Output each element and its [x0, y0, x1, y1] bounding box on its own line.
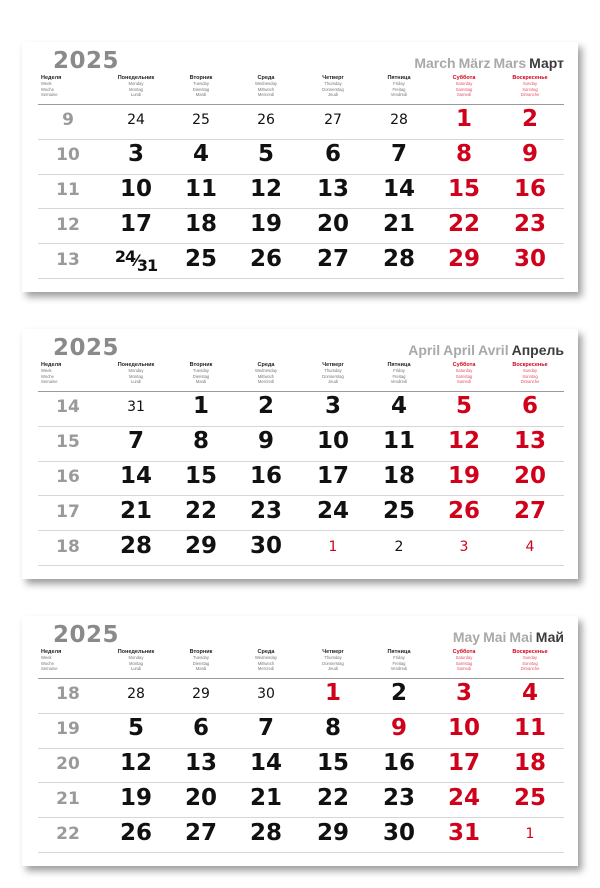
- row-divider: [38, 391, 564, 392]
- day-cell[interactable]: 25: [184, 246, 217, 272]
- row-divider: [38, 530, 564, 531]
- header-text: Dienstag: [192, 373, 210, 379]
- header-text: Montag: [129, 86, 143, 92]
- header-text: Week: [41, 81, 52, 87]
- header-text: Donnerstag: [322, 373, 344, 379]
- header-text: Samstag: [455, 373, 473, 379]
- day-cell[interactable]: 16: [249, 463, 282, 489]
- month-panel: [22, 42, 578, 292]
- header-text: Jeudi: [327, 378, 338, 384]
- header-text: Воскресенье: [512, 649, 548, 655]
- day-cell[interactable]: 4: [521, 680, 538, 706]
- header-text: Вторник: [189, 362, 213, 368]
- header-text: Mittwoch: [257, 373, 275, 379]
- week-number: 14: [56, 397, 80, 417]
- day-cell[interactable]: 18: [513, 750, 546, 776]
- header-text: Суббота: [452, 649, 476, 655]
- day-cell[interactable]: 28: [119, 533, 152, 559]
- month-name: Mai: [509, 629, 533, 645]
- day-cell[interactable]: 18: [184, 211, 217, 237]
- day-cell[interactable]: 30: [257, 686, 275, 702]
- day-cell[interactable]: 17: [447, 750, 480, 776]
- day-cell[interactable]: 3: [127, 141, 144, 167]
- header-text: Mardi: [195, 378, 207, 384]
- day-cell[interactable]: 22: [316, 785, 349, 811]
- week-number: 18: [56, 537, 80, 557]
- day-cell[interactable]: 13: [184, 750, 217, 776]
- header-text: Mercredi: [257, 665, 275, 671]
- day-cell[interactable]: 8: [455, 141, 472, 167]
- day-header: [231, 363, 301, 384]
- day-header: [166, 76, 236, 97]
- day-cell[interactable]: 1: [328, 539, 338, 555]
- header-text: Sonntag: [522, 86, 538, 92]
- day-cell[interactable]: 8: [324, 715, 341, 741]
- header-text: Saturday: [455, 655, 473, 661]
- day-cell[interactable]: 7: [127, 428, 144, 454]
- header-text: Среда: [257, 75, 275, 81]
- header-text: Пятница: [387, 362, 411, 368]
- header-text: Samedi: [456, 665, 472, 671]
- month-name: Март: [529, 55, 564, 71]
- week-number: 15: [56, 432, 80, 452]
- day-cell[interactable]: 20: [513, 463, 546, 489]
- day-cell[interactable]: 24: [447, 785, 480, 811]
- header-text: Woche: [41, 660, 54, 666]
- row-divider: [38, 139, 564, 140]
- day-cell[interactable]: 24: [316, 498, 349, 524]
- header-text: Friday: [393, 655, 405, 661]
- day-cell[interactable]: 9: [521, 141, 538, 167]
- day-cell[interactable]: 4: [192, 141, 209, 167]
- day-cell[interactable]: 7: [257, 715, 274, 741]
- month-panel: [22, 329, 578, 579]
- day-cell[interactable]: 30: [513, 246, 546, 272]
- week-number: 16: [56, 467, 80, 487]
- day-header: [101, 76, 171, 97]
- day-cell[interactable]: 22: [184, 498, 217, 524]
- day-cell[interactable]: 2: [257, 393, 274, 419]
- header-text: Вторник: [189, 75, 213, 81]
- day-cell[interactable]: 4: [390, 393, 407, 419]
- header-text: Vendredi: [390, 665, 408, 671]
- month-names: [411, 55, 564, 71]
- day-header: [429, 76, 499, 97]
- header-text: Суббота: [452, 75, 476, 81]
- header-text: Friday: [393, 81, 405, 87]
- header-text: Суббота: [452, 362, 476, 368]
- day-cell[interactable]: 25: [513, 785, 546, 811]
- header-text: Week: [41, 655, 52, 661]
- month-name: Май: [535, 629, 564, 645]
- day-cell[interactable]: 29: [316, 820, 349, 846]
- day-cell[interactable]: 26: [119, 820, 152, 846]
- header-text: Четверг: [322, 649, 344, 655]
- day-cell[interactable]: 12: [447, 428, 480, 454]
- header-text: Четверг: [322, 75, 344, 81]
- header-text: Monday: [128, 368, 144, 374]
- row-divider: [38, 748, 564, 749]
- header-text: Semaine: [41, 665, 58, 671]
- day-cell[interactable]: 29: [447, 246, 480, 272]
- week-number: 19: [56, 719, 80, 739]
- month-name: Апрель: [511, 342, 564, 358]
- row-divider: [38, 461, 564, 462]
- header-text: Samstag: [455, 86, 473, 92]
- day-cell[interactable]: 11: [184, 176, 217, 202]
- day-cell[interactable]: 12: [119, 750, 152, 776]
- day-cell[interactable]: 9: [257, 428, 274, 454]
- day-cell[interactable]: 24: [127, 112, 145, 128]
- day-cell[interactable]: 22: [447, 211, 480, 237]
- day-cell[interactable]: 29: [192, 686, 210, 702]
- week-number: 22: [56, 824, 80, 844]
- day-cell[interactable]: 1: [192, 393, 209, 419]
- row-divider: [38, 174, 564, 175]
- day-cell[interactable]: 2: [521, 106, 538, 132]
- header-text: Thursday: [324, 368, 342, 374]
- header-text: Vendredi: [390, 91, 408, 97]
- day-cell[interactable]: 14: [119, 463, 152, 489]
- week-number: 9: [62, 110, 74, 130]
- year-label: 2025: [53, 48, 120, 74]
- header-text: Lundi: [130, 91, 142, 97]
- month-panel: [22, 616, 578, 866]
- day-cell[interactable]: 13: [316, 176, 349, 202]
- day-cell[interactable]: 26: [249, 246, 282, 272]
- day-cell[interactable]: 7: [390, 141, 407, 167]
- day-cell[interactable]: 23: [382, 785, 415, 811]
- day-cell[interactable]: 23: [249, 498, 282, 524]
- day-cell[interactable]: 28: [127, 686, 145, 702]
- day-cell[interactable]: 21: [382, 211, 415, 237]
- day-cell[interactable]: 6: [192, 715, 209, 741]
- day-cell[interactable]: 21: [249, 785, 282, 811]
- day-cell[interactable]: 27: [324, 112, 342, 128]
- header-text: Monday: [128, 655, 144, 661]
- day-cell[interactable]: [106, 246, 166, 275]
- year-label: 2025: [53, 622, 120, 648]
- week-header: [41, 650, 101, 671]
- header-text: Wednesday: [254, 81, 278, 87]
- day-header: [364, 650, 434, 671]
- header-text: Sunday: [522, 368, 538, 374]
- header-text: Dimanche: [520, 665, 540, 671]
- day-cell[interactable]: 6: [324, 141, 341, 167]
- day-cell[interactable]: 16: [382, 750, 415, 776]
- week-number: 12: [56, 215, 80, 235]
- day-cell[interactable]: 10: [316, 428, 349, 454]
- month-name: April: [408, 342, 441, 358]
- header-text: Неделя: [41, 362, 62, 368]
- day-cell[interactable]: 1: [525, 826, 535, 842]
- day-cell[interactable]: 20: [184, 785, 217, 811]
- day-header: [166, 650, 236, 671]
- header-text: Mardi: [195, 91, 207, 97]
- header-text: Dimanche: [520, 378, 540, 384]
- day-cell[interactable]: 8: [192, 428, 209, 454]
- day-cell[interactable]: 16: [513, 176, 546, 202]
- day-cell[interactable]: 28: [249, 820, 282, 846]
- header-text: Sunday: [522, 81, 538, 87]
- header-text: Lundi: [130, 378, 142, 384]
- day-cell[interactable]: 3: [459, 539, 469, 555]
- day-cell[interactable]: 31: [127, 399, 145, 415]
- day-cell[interactable]: 17: [119, 211, 152, 237]
- date-slash: ⁄: [135, 251, 137, 270]
- row-divider: [38, 817, 564, 818]
- header-text: Semaine: [41, 378, 58, 384]
- week-number: 11: [56, 180, 80, 200]
- header-text: Понедельник: [117, 75, 155, 81]
- header-text: Tuesday: [193, 81, 209, 87]
- day-cell[interactable]: 1: [324, 680, 341, 706]
- day-cell[interactable]: 5: [257, 141, 274, 167]
- day-cell[interactable]: 10: [119, 176, 152, 202]
- header-text: Mittwoch: [257, 86, 275, 92]
- day-cell[interactable]: 27: [184, 820, 217, 846]
- day-header: [364, 76, 434, 97]
- header-text: Понедельник: [117, 649, 155, 655]
- month-names: [450, 629, 564, 645]
- day-cell[interactable]: 23: [513, 211, 546, 237]
- header-text: Mittwoch: [257, 660, 275, 666]
- week-number: 10: [56, 145, 80, 165]
- row-divider: [38, 278, 564, 279]
- header-text: Mercredi: [257, 91, 275, 97]
- header-text: Wednesday: [254, 655, 278, 661]
- day-cell[interactable]: 14: [382, 176, 415, 202]
- day-cell[interactable]: 27: [316, 246, 349, 272]
- header-text: Mercredi: [257, 378, 275, 384]
- day-cell[interactable]: 2: [390, 680, 407, 706]
- header-text: Saturday: [455, 81, 473, 87]
- day-header: [166, 363, 236, 384]
- day-cell[interactable]: 28: [390, 112, 408, 128]
- row-divider: [38, 104, 564, 105]
- header-text: Donnerstag: [322, 86, 344, 92]
- header-text: Неделя: [41, 649, 62, 655]
- day-cell[interactable]: 30: [249, 533, 282, 559]
- month-name: March: [414, 55, 456, 71]
- day-cell[interactable]: 21: [119, 498, 152, 524]
- header-text: Monday: [128, 81, 144, 87]
- date-b: 31: [136, 256, 158, 275]
- day-cell[interactable]: 18: [382, 463, 415, 489]
- day-cell[interactable]: 2: [394, 539, 404, 555]
- day-cell[interactable]: 1: [455, 106, 472, 132]
- day-cell[interactable]: 11: [513, 715, 546, 741]
- header-text: Donnerstag: [322, 660, 344, 666]
- day-cell[interactable]: 15: [184, 463, 217, 489]
- month-name: April: [443, 342, 475, 358]
- header-text: Sonntag: [522, 373, 538, 379]
- day-cell[interactable]: 28: [382, 246, 415, 272]
- split-date: [115, 247, 157, 275]
- header-text: Dienstag: [192, 660, 210, 666]
- day-header: [364, 363, 434, 384]
- header-text: Среда: [257, 649, 275, 655]
- day-cell[interactable]: 12: [249, 176, 282, 202]
- header-text: Вторник: [189, 649, 213, 655]
- day-cell[interactable]: 5: [127, 715, 144, 741]
- day-cell[interactable]: 4: [525, 539, 535, 555]
- row-divider: [38, 243, 564, 244]
- header-text: Jeudi: [327, 91, 338, 97]
- header-text: Semaine: [41, 91, 58, 97]
- month-name: Mai: [483, 629, 507, 645]
- day-cell[interactable]: 25: [382, 498, 415, 524]
- week-number: 18: [56, 684, 80, 704]
- day-header: [231, 76, 301, 97]
- row-divider: [38, 852, 564, 853]
- header-text: Freitag: [392, 373, 406, 379]
- header-text: Woche: [41, 373, 54, 379]
- row-divider: [38, 565, 564, 566]
- month-names: [405, 342, 564, 358]
- day-cell[interactable]: 26: [257, 112, 275, 128]
- header-text: Воскресенье: [512, 75, 548, 81]
- day-header: [429, 363, 499, 384]
- day-cell[interactable]: 31: [447, 820, 480, 846]
- header-text: Sunday: [522, 655, 538, 661]
- day-cell[interactable]: 9: [390, 715, 407, 741]
- header-text: Freitag: [392, 660, 406, 666]
- day-cell[interactable]: 25: [192, 112, 210, 128]
- header-text: Thursday: [324, 81, 342, 87]
- day-header: [298, 76, 368, 97]
- day-header: [495, 650, 565, 671]
- day-cell[interactable]: 10: [447, 715, 480, 741]
- day-cell[interactable]: 5: [455, 393, 472, 419]
- week-number: 21: [56, 789, 80, 809]
- header-text: Samedi: [456, 378, 472, 384]
- header-text: Jeudi: [327, 665, 338, 671]
- header-text: Четверг: [322, 362, 344, 368]
- row-divider: [38, 495, 564, 496]
- header-text: Lundi: [130, 665, 142, 671]
- month-name: May: [452, 629, 481, 645]
- month-name: Mars: [493, 55, 527, 71]
- header-text: Samedi: [456, 91, 472, 97]
- day-cell[interactable]: 6: [521, 393, 538, 419]
- row-divider: [38, 713, 564, 714]
- month-name: Avril: [477, 342, 509, 358]
- header-text: Montag: [129, 373, 143, 379]
- day-header: [495, 363, 565, 384]
- week-header: [41, 76, 101, 97]
- day-cell[interactable]: 11: [382, 428, 415, 454]
- day-header: [429, 650, 499, 671]
- year-label: 2025: [53, 335, 120, 361]
- day-cell[interactable]: 3: [324, 393, 341, 419]
- header-text: Vendredi: [390, 378, 408, 384]
- header-text: Saturday: [455, 368, 473, 374]
- header-text: Mardi: [195, 665, 207, 671]
- day-cell[interactable]: 3: [455, 680, 472, 706]
- day-cell[interactable]: 14: [249, 750, 282, 776]
- header-text: Thursday: [324, 655, 342, 661]
- header-text: Tuesday: [193, 655, 209, 661]
- week-number: 13: [56, 250, 80, 270]
- header-text: Понедельник: [117, 362, 155, 368]
- day-header: [298, 650, 368, 671]
- date-a: 24: [114, 247, 136, 266]
- header-text: Dimanche: [520, 91, 540, 97]
- day-cell[interactable]: 29: [184, 533, 217, 559]
- week-number: 17: [56, 502, 80, 522]
- row-divider: [38, 426, 564, 427]
- day-cell[interactable]: 19: [119, 785, 152, 811]
- day-cell[interactable]: 15: [447, 176, 480, 202]
- header-text: Среда: [257, 362, 275, 368]
- week-number: 20: [56, 754, 80, 774]
- day-cell[interactable]: 19: [447, 463, 480, 489]
- week-header: [41, 363, 101, 384]
- day-header: [101, 650, 171, 671]
- day-cell[interactable]: 15: [316, 750, 349, 776]
- header-text: Пятница: [387, 75, 411, 81]
- day-header: [495, 76, 565, 97]
- header-text: Wednesday: [254, 368, 278, 374]
- header-text: Пятница: [387, 649, 411, 655]
- day-cell[interactable]: 30: [382, 820, 415, 846]
- day-header: [298, 363, 368, 384]
- day-header: [231, 650, 301, 671]
- header-text: Неделя: [41, 75, 62, 81]
- day-cell[interactable]: 27: [513, 498, 546, 524]
- header-text: Week: [41, 368, 52, 374]
- header-text: Friday: [393, 368, 405, 374]
- header-text: Freitag: [392, 86, 406, 92]
- header-text: Sonntag: [522, 660, 538, 666]
- header-text: Tuesday: [193, 368, 209, 374]
- day-cell[interactable]: 19: [249, 211, 282, 237]
- header-text: Woche: [41, 86, 54, 92]
- row-divider: [38, 678, 564, 679]
- row-divider: [38, 208, 564, 209]
- header-text: Воскресенье: [512, 362, 548, 368]
- day-cell[interactable]: 20: [316, 211, 349, 237]
- header-text: Dienstag: [192, 86, 210, 92]
- day-cell[interactable]: 26: [447, 498, 480, 524]
- day-header: [101, 363, 171, 384]
- header-text: Samstag: [455, 660, 473, 666]
- header-text: Montag: [129, 660, 143, 666]
- row-divider: [38, 782, 564, 783]
- day-cell[interactable]: 13: [513, 428, 546, 454]
- month-name: März: [458, 55, 491, 71]
- day-cell[interactable]: 17: [316, 463, 349, 489]
